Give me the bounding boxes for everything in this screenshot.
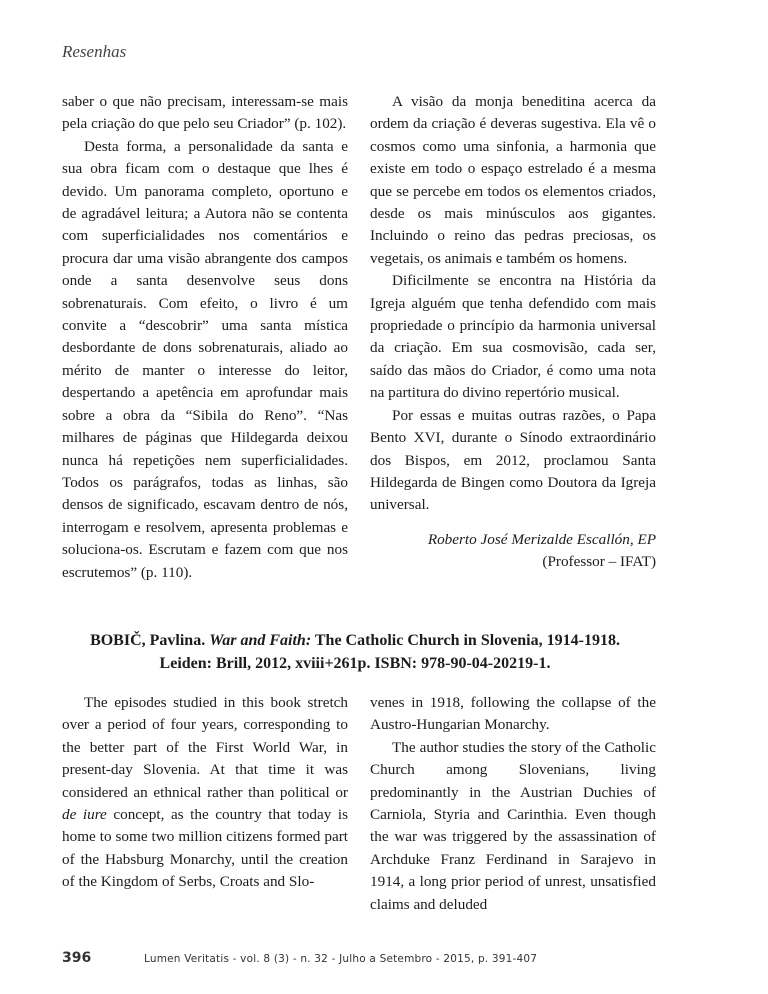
book-title-italic: War and Faith: xyxy=(209,632,312,649)
journal-citation: Lumen Veritatis - vol. 8 (3) - n. 32 - Julho a Setembro - 2015, p. 391-407 xyxy=(144,953,538,965)
review2-left-column xyxy=(62,692,348,894)
review2-right-paragraph-2: The author studies the story of the Catholic Church among Slovenians, living predominantly in the Austrian Duchies of Carniola, Styria and Carinthia. Even though the war was triggered by the assassination of Archduke Franz Ferdinand in Sarajevo in 1914, a long prior period of unrest, unsatisfied claims and deluded xyxy=(370,738,656,913)
section-title: Resenhas xyxy=(62,42,127,61)
review1-right-column xyxy=(370,91,656,574)
reviewer-affiliation: (Professor – IFAT) xyxy=(542,553,656,571)
review1-left-column xyxy=(62,91,348,584)
page-number: 396 xyxy=(62,950,92,966)
review2-left-text-a: The episodes studied in this book stretch over a period of four years, corresponding to the better part of the First World War, in present-day Slovenia. At that time it was considered an ethnical rather than political or xyxy=(62,694,348,801)
review2-bibliographic-heading xyxy=(62,629,648,675)
review2-left-italic-term: de iure xyxy=(62,806,107,824)
review1-left-paragraph-2: Desta forma, a personalidade da santa e sua obra ficam com o destaque que lhes é devido. Um panorama completo, oportuno e de agradável leitura; a Autora não se contenta com superficialidades nos comentários e procura dar uma visão abrangente dos campos onde a santa desenvolve seus dons sobrenaturais. Com efeito, o livro é um convite a “descobrir” uma santa mística desbordante de dons sobrenaturais, aliado ao mérito de manter o interesse do leitor, despertando a apetência em aprofundar mais sobre a obra da “Sibila do Reno”. “Nas milhares de páginas que Hildegarda deixou nunca há repetições nem superficialidades. Todos os parágrafos, todas as linhas, são densos de significado, escavam dentro de nós, interrogam e resolvem, apresenta problemas e soluciona-os. Escrutam e fazem com que nos escrutemos” (p. 110). xyxy=(62,137,348,581)
review2-right-paragraph-1: venes in 1918, following the collapse of the Austro-Hungarian Monarchy. xyxy=(370,694,656,734)
review2-left-paragraph-1 xyxy=(62,692,348,894)
review1-right-paragraph-1: A visão da monja beneditina acerca da ordem da criação é deveras sugestiva. Ela vê o cosmos como uma sinfonia, a harmonia que existe em todo o espaço estrelado é a mesma que se percebe em todos os elementos criados, desde os mais minúsculos aos gigantes. Incluindo o reino das pedras preciosas, os vegetais, os animais e também os homens. xyxy=(370,93,656,267)
review2-left-text-b: concept, as the country that today is home to some two million citizens formed part of the Habsburg Monarchy, until the creation of the Kingdom of Serbs, Croats and Slo- xyxy=(62,806,348,891)
book-author: BOBIČ, Pavlina. xyxy=(90,632,210,649)
review1-right-paragraph-2: Dificilmente se encontra na História da Igreja alguém que tenha defendido com mais propriedade o princípio da harmonia universal da criação. Em sua cosmovisão, cada ser, saído das mãos do Criador, é como uma nota na partitura do divino repertório musical. xyxy=(370,272,656,402)
review1-left-paragraph-1: saber o que não precisam, interessam-se mais pela criação do que pelo seu Criador” (p. 102). xyxy=(62,93,348,133)
reviewer-signature xyxy=(370,529,656,574)
page-footer xyxy=(62,950,648,966)
review1-right-paragraph-3: Por essas e muitas outras razões, o Papa Bento XVI, durante o Sínodo extraordinário dos Bispos, em 2012, proclamou Santa Hildegarda de Bingen como Doutora da Igreja universal. xyxy=(370,406,656,514)
book-details: The Catholic Church in Slovenia, 1914-1918. Leiden: Brill, 2012, xviii+261p. ISBN: 978-90-04-20219-1. xyxy=(159,632,620,672)
review2-right-column xyxy=(370,692,656,916)
reviewer-name: Roberto José Merizalde Escallón, EP xyxy=(427,530,656,548)
